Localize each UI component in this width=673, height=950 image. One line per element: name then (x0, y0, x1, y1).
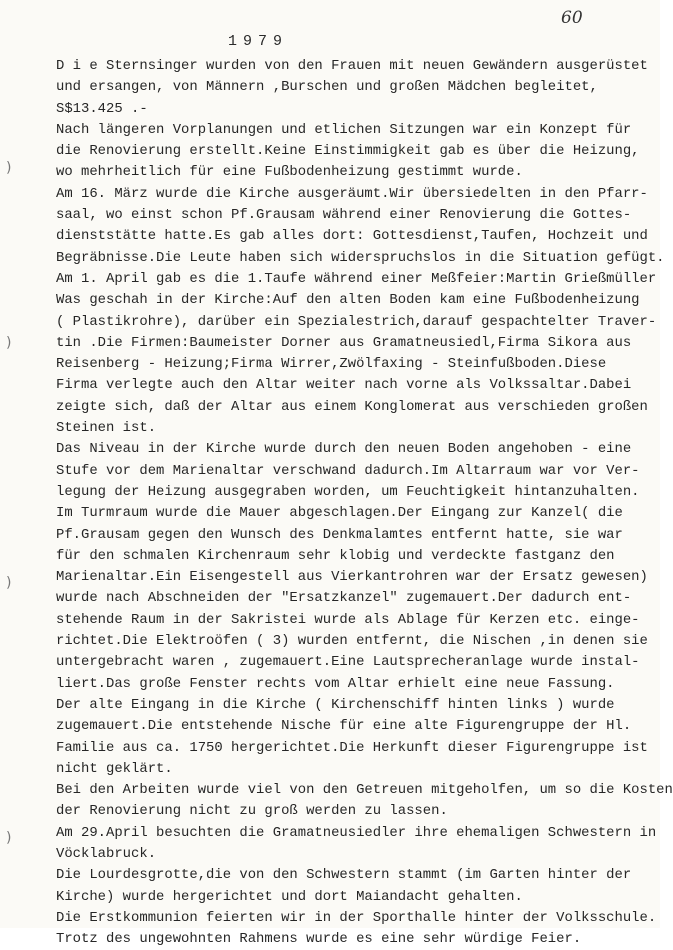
punch-mark: ) (6, 160, 12, 176)
text-line: Pf.Grausam gegen den Wunsch des Denkmalamtes entfernt hatte, sie war (56, 526, 623, 543)
text-line: Das Niveau in der Kirche wurde durch den neuen Boden angehoben - eine (56, 441, 632, 458)
text-line: Marienaltar.Ein Eisengestell aus Vierkantrohren war der Ersatz gewesen) (56, 569, 648, 586)
text-line: zeigte sich, daß der Altar aus einem Konglomerat aus verschieden großen (56, 398, 648, 415)
text-line: tin .Die Firmen:Baumeister Dorner aus Gramatneusiedl,Firma Sikora aus (56, 334, 632, 351)
page-number: 60 (561, 8, 583, 28)
text-line: Trotz des ungewohnten Rahmens wurde es eine sehr würdige Feier. (56, 931, 582, 948)
text-line: Firma verlegte auch den Altar weiter nach vorne als Volkssaltar.Dabei (56, 377, 632, 394)
text-line: für den schmalen Kirchenraum sehr klobig und verdeckte fastganz den (56, 547, 615, 564)
year-heading: 1979 (228, 33, 289, 50)
text-line: Stufe vor dem Marienaltar verschwand dadurch.Im Altarraum war vor Ver- (56, 462, 640, 479)
text-line: die Renovierung erstellt.Keine Einstimmigkeit gab es über die Heizung, (56, 143, 640, 160)
text-line: untergebracht waren , zugemauert.Eine Lautsprecheranlage wurde instal- (56, 654, 640, 671)
text-line: Der alte Eingang in die Kirche ( Kirchenschiff hinten links ) wurde (56, 696, 615, 713)
text-line: Bei den Arbeiten wurde viel von den Getreuen mitgeholfen, um so die Kosten (56, 782, 673, 799)
text-line: und ersangen, von Männern ,Burschen und großen Mädchen begleitet, (56, 79, 598, 96)
text-line: Kirche) wurde hergerichtet und dort Maiandacht gehalten. (56, 888, 523, 905)
text-line: Im Turmraum wurde die Mauer abgeschlagen.Der Eingang zur Kanzel( die (56, 505, 623, 522)
text-line: stehende Raum in der Sakristei wurde als Ablage für Kerzen etc. einge- (56, 611, 640, 628)
text-line: Begräbnisse.Die Leute haben sich widerspruchslos in die Situation gefügt. (56, 249, 665, 266)
punch-mark: ) (6, 575, 12, 591)
text-line: der Renovierung nicht zu groß werden zu lassen. (56, 803, 448, 820)
text-line: liert.Das große Fenster rechts vom Altar erhielt eine neue Fassung. (56, 675, 615, 692)
text-line: Steinen ist. (56, 420, 157, 437)
text-line: Am 16. März wurde die Kirche ausgeräumt.Wir übersiedelten in den Pfarr- (56, 185, 648, 202)
text-line: zugemauert.Die entstehende Nische für eine alte Figurengruppe der Hl. (56, 718, 632, 735)
text-line: wo mehrheitlich für eine Fußbodenheizung gestimmt wurde. (56, 164, 523, 181)
text-line: Was geschah in der Kirche:Auf den alten Boden kam eine Fußbodenheizung (56, 292, 640, 309)
punch-mark: ) (6, 335, 12, 351)
text-line: nicht geklärt. (56, 760, 173, 777)
text-line: Familie aus ca. 1750 hergerichtet.Die Herkunft dieser Figurengruppe ist (56, 739, 648, 756)
text-line: Die Lourdesgrotte,die von den Schwestern stammt (im Garten hinter der (56, 867, 632, 884)
text-line: ( Plastikrohre), darüber ein Spezialestrich,darauf gespachtelter Traver- (56, 313, 657, 330)
text-line: Am 1. April gab es die 1.Taufe während einer Meßfeier:Martin Grießmüller (56, 270, 657, 287)
text-line: D i e Sternsinger wurden von den Frauen mit neuen Gewändern ausgerüstet (56, 58, 648, 74)
text-line: Am 29.April besuchten die Gramatneusiedler ihre ehemaligen Schwestern in (56, 824, 657, 841)
text-line: dienststätte hatte.Es gab alles dort: Gottesdienst,Taufen, Hochzeit und (56, 228, 648, 245)
text-line: saal, wo einst schon Pf.Grausam während einer Renovierung die Gottes- (56, 207, 632, 224)
text-line: Vöcklabruck. (56, 845, 157, 862)
text-line: S$13.425 .- (56, 100, 148, 117)
punch-mark: ) (6, 830, 12, 846)
document-body (56, 56, 673, 950)
text-line: Reisenberg - Heizung;Firma Wirrer,Zwölfaxing - Steinfußboden.Diese (56, 356, 607, 373)
text-line: richtet.Die Elektroöfen ( 3) wurden entfernt, die Nischen ,in denen sie (56, 633, 648, 650)
text-line: wurde nach Abschneiden der "Ersatzkanzel" zugemauert.Der dadurch ent- (56, 590, 632, 607)
text-line: Nach längeren Vorplanungen und etlichen Sitzungen war ein Konzept für (56, 121, 632, 138)
text-line: legung der Heizung ausgegraben worden, um Feuchtigkeit hintanzuhalten. (56, 483, 640, 500)
text-line: Die Erstkommunion feierten wir in der Sporthalle hinter der Volksschule. (56, 909, 657, 926)
